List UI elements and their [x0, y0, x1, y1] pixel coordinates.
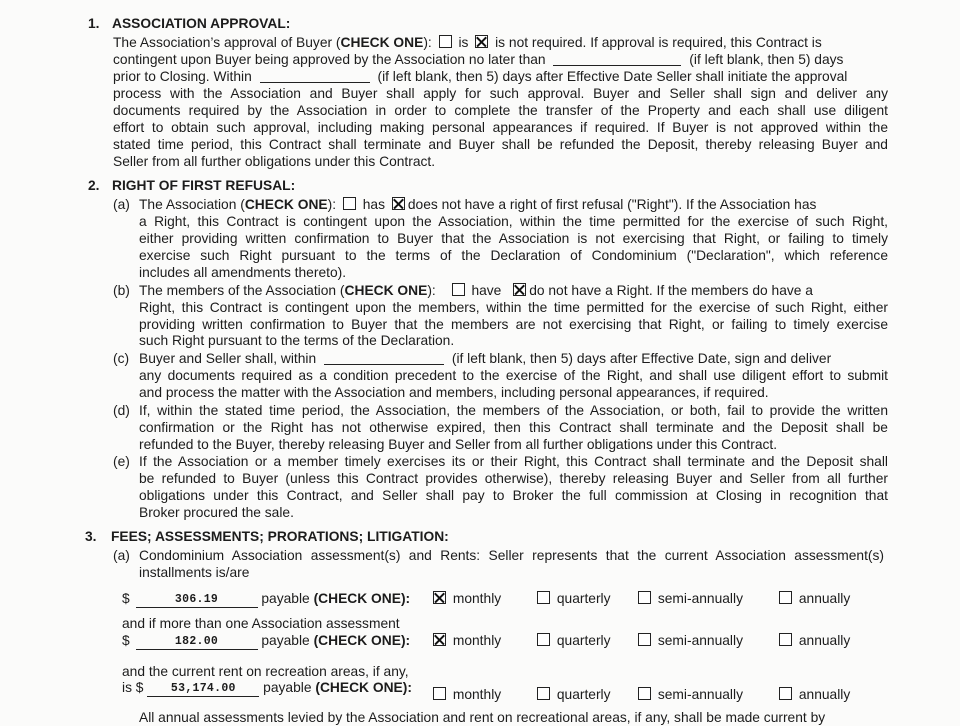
right-days-blank[interactable]: [324, 352, 444, 365]
rent-annually-checkbox[interactable]: [779, 687, 792, 700]
section-3-title: FEES; ASSESSMENTS; PRORATIONS; LITIGATION:: [111, 529, 449, 544]
s2a-line-2: a Right, this Contract is contingent upon the Association, within the time permitted for the exercise of such Right,: [139, 214, 888, 229]
s2c-line-3: and process the matter with the Association and members, including personal appearances, if required.: [139, 385, 769, 400]
s1-line-4: process with the Association and Buyer shall apply for such approval. Buyer and Seller shall sign and deliver any: [113, 86, 888, 101]
section-3-number: 3.: [85, 529, 97, 544]
s2c-line-2: any documents required as a condition precedent to the exercise of the Right, and shall use diligent effort to submit: [139, 368, 888, 383]
rent-monthly[interactable]: monthly: [430, 687, 501, 703]
s3-last-line: All annual assessments levied by the Association and rent on recreational areas, if any, shall be made current by: [139, 710, 826, 725]
assessment-1-quarterly[interactable]: quarterly: [534, 591, 611, 607]
rent-semi-annually[interactable]: semi-annually: [635, 687, 743, 703]
approval-not-required-checkbox[interactable]: [475, 35, 488, 48]
assessment-2-semi-annually[interactable]: semi-annually: [635, 633, 743, 649]
rent-row: is $ 53,174.00 payable (CHECK ONE):: [122, 680, 412, 695]
rent-annually[interactable]: annually: [776, 687, 850, 703]
s2e-line-2: be refunded to Buyer (unless this Contract provides otherwise), thereby releasing Buyer and Seller from all further: [139, 471, 888, 486]
assessment-1-amount[interactable]: 306.19: [136, 594, 258, 608]
assessment-1-monthly-checkbox[interactable]: [433, 591, 446, 604]
rent-quarterly[interactable]: quarterly: [534, 687, 611, 703]
assessment-2-semi-annually-checkbox[interactable]: [638, 633, 651, 646]
more-assessment-text: and if more than one Association assessment: [122, 616, 400, 631]
s2b-line-3: providing written confirmation to Buyer that the members are not exercising that Right, or failing to timely exercise: [139, 317, 888, 332]
s2c-label: (c): [113, 351, 130, 366]
s1-line-6: effort to obtain such approval, including making personal appearances if required. If Buyer is not approved within the: [113, 120, 888, 135]
s3a-label: (a): [113, 548, 130, 563]
association-no-right-checkbox[interactable]: [392, 197, 405, 210]
s2a-label: (a): [113, 197, 130, 212]
s3a-line-2: installments is/are: [139, 565, 250, 580]
s2b-line-2: Right, this Contract is contingent upon the members, within the time permitted for the exercise of such Right, either: [139, 300, 888, 315]
s2d-line-3: refunded to the Buyer, thereby releasing Buyer and Seller from all further obligations under this Contract.: [139, 437, 778, 452]
assessment-2-amount[interactable]: 182.00: [136, 636, 258, 650]
s2d-line-1: If, within the stated time period, the Association, the members of the Association, or both, fail to provide the written: [139, 403, 888, 418]
s2a-line-5: includes all amendments thereto).: [139, 265, 347, 280]
assessment-1-semi-annually[interactable]: semi-annually: [635, 591, 743, 607]
assessment-2-annually[interactable]: annually: [776, 633, 850, 649]
members-have-right-checkbox[interactable]: [452, 283, 465, 296]
s2a-line-3: either providing written confirmation to Buyer that the Association is not exercising that Right, or failing to timely: [139, 231, 888, 246]
assessment-1-annually-checkbox[interactable]: [779, 591, 792, 604]
s1-line-1: The Association’s approval of Buyer (CHECK ONE): is is not required. If approval is required, this Contract is: [113, 35, 822, 50]
s1-line-5: documents required by the Association in order to complete the transfer of the Property and each shall use diligent: [113, 103, 888, 118]
assessment-2-quarterly[interactable]: quarterly: [534, 633, 611, 649]
rent-semi-annually-checkbox[interactable]: [638, 687, 651, 700]
association-has-right-checkbox[interactable]: [343, 197, 356, 210]
assessment-2-monthly[interactable]: monthly: [430, 633, 501, 649]
s3a-line-1: Condominium Association assessment(s) and Rents: Seller represents that the current Association assessment(s): [139, 548, 884, 563]
s2b-label: (b): [113, 283, 130, 298]
s2b-line-1: The members of the Association (CHECK ONE): have do not have a Right. If the members do have a: [139, 283, 813, 298]
approval-required-checkbox[interactable]: [439, 35, 452, 48]
assessment-1-monthly[interactable]: monthly: [430, 591, 501, 607]
s2c-line-1: Buyer and Seller shall, within (if left blank, then 5) days after Effective Date, sign and deliver: [139, 351, 832, 366]
assessment-2-monthly-checkbox[interactable]: [433, 633, 446, 646]
assessment-1-row: $ 306.19 payable (CHECK ONE):: [122, 591, 411, 606]
approval-days-blank[interactable]: [553, 53, 681, 66]
initiate-days-blank[interactable]: [260, 70, 370, 83]
rent-amount[interactable]: 53,174.00: [147, 683, 259, 697]
rent-text: and the current rent on recreation areas, if any,: [122, 664, 409, 679]
s1-line-7: stated time period, this Contract shall terminate and Buyer shall be refunded the Deposit, thereby releasing Buyer and: [113, 137, 888, 152]
s2b-line-4: such Right pursuant to the terms of the Declaration.: [139, 333, 455, 348]
members-no-right-checkbox[interactable]: [513, 283, 526, 296]
s2e-line-1: If the Association or a member timely exercises its or their Right, this Contract shall terminate and the Deposit shall: [139, 454, 888, 469]
s2d-label: (d): [113, 403, 130, 418]
assessment-1-semi-annually-checkbox[interactable]: [638, 591, 651, 604]
s1-line-2: contingent upon Buyer being approved by the Association no later than (if left blank, then 5) days: [113, 52, 844, 67]
section-1-title: ASSOCIATION APPROVAL:: [112, 16, 291, 31]
s2d-line-2: confirmation or the Right has not otherwise expired, then this Contract shall terminate and the Deposit shall be: [139, 420, 888, 435]
section-2-title: RIGHT OF FIRST REFUSAL:: [112, 178, 296, 193]
s1-line-8: Seller from all further obligations under this Contract.: [113, 154, 436, 169]
assessment-2-annually-checkbox[interactable]: [779, 633, 792, 646]
section-1-number: 1.: [88, 16, 100, 31]
s2a-line-4: exercise such Right pursuant to the terms of the Declaration of Condominium ("Declaration", which reference: [139, 248, 888, 263]
s2e-line-3: obligations under this Contract, and Seller shall pay to Broker the full commission at Closing in recognition that: [139, 488, 888, 503]
assessment-2-row: $ 182.00 payable (CHECK ONE):: [122, 633, 411, 648]
s2e-line-4: Broker procured the sale.: [139, 505, 294, 520]
rent-quarterly-checkbox[interactable]: [537, 687, 550, 700]
section-2-number: 2.: [88, 178, 100, 193]
s1-line-3: prior to Closing. Within (if left blank, then 5) days after Effective Date Seller shall initiate the approval: [113, 69, 848, 84]
s2e-label: (e): [113, 454, 130, 469]
assessment-1-annually[interactable]: annually: [776, 591, 850, 607]
assessment-2-quarterly-checkbox[interactable]: [537, 633, 550, 646]
s2a-line-1: The Association (CHECK ONE): has does not have a right of first refusal ("Right"). If the Association has: [139, 197, 817, 212]
rent-monthly-checkbox[interactable]: [433, 687, 446, 700]
assessment-1-quarterly-checkbox[interactable]: [537, 591, 550, 604]
